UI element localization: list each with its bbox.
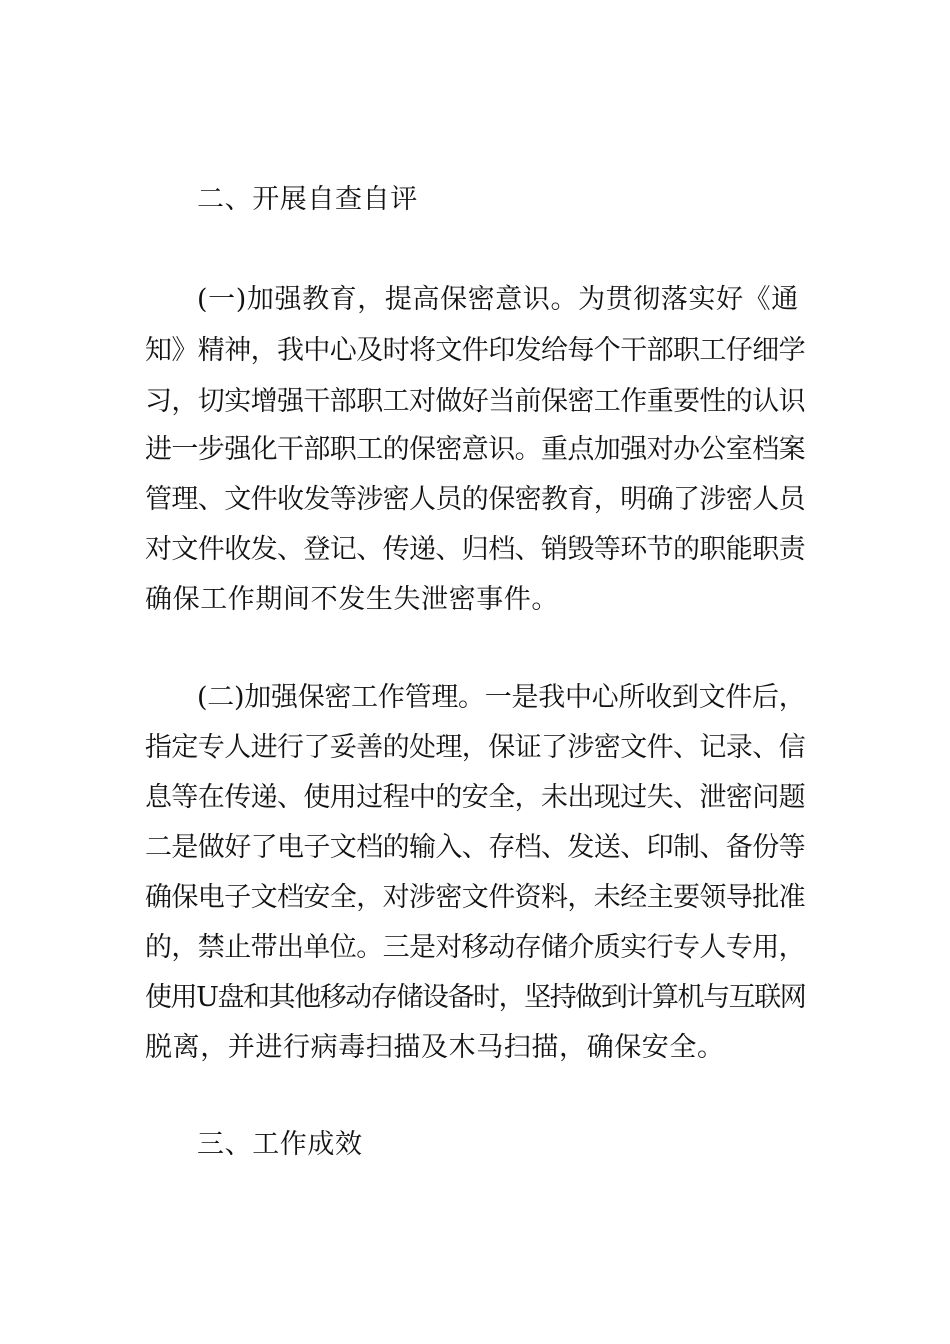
paragraph-line: (一)加强教育，提高保密意识。为贯彻落实好《通 [197,284,799,315]
paragraph-line: (二)加强保密工作管理。一是我中心所收到文件后， [197,682,806,713]
paragraph-line: 习，切实增强干部职工对做好当前保密工作重要性的认识 [145,386,805,417]
paragraph-line: 进一步强化干部职工的保密意识。重点加强对办公室档案 [145,434,805,465]
paragraph-line: 息等在传递、使用过程中的安全，未出现过失、泄密问题 [145,782,805,813]
paragraph-line: 确保工作期间不发生失泄密事件。 [145,584,559,615]
paragraph-line: 二是做好了电子文档的输入、存档、发送、印制、备份等 [145,832,805,863]
paragraph-line: 对文件收发、登记、传递、归档、销毁等环节的职能职责 [145,534,805,565]
paragraph-line: 使用U盘和其他移动存储设备时，坚持做到计算机与互联网 [145,982,806,1013]
section-heading-2: 二、开展自查自评 [197,184,418,215]
paragraph-line: 指定专人进行了妥善的处理，保证了涉密文件、记录、信 [145,732,805,763]
section-heading-3: 三、工作成效 [197,1129,363,1160]
paragraph-line: 的，禁止带出单位。三是对移动存储介质实行专人专用， [145,932,805,963]
paragraph-line: 脱离，并进行病毒扫描及木马扫描，确保安全。 [145,1032,725,1063]
paragraph-line: 确保电子文档安全，对涉密文件资料，未经主要领导批准 [145,882,805,913]
paragraph-line: 管理、文件收发等涉密人员的保密教育，明确了涉密人员 [145,484,805,515]
paragraph-line: 知》精神，我中心及时将文件印发给每个干部职工仔细学 [145,335,805,366]
